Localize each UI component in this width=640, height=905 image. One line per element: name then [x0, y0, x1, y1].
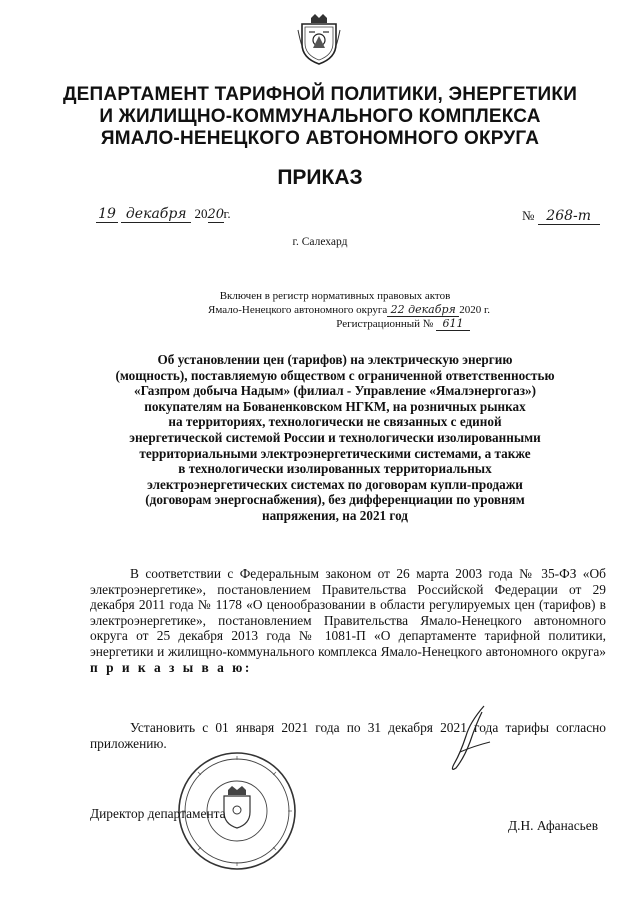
- handwritten-signature: [440, 702, 500, 782]
- title-line: (мощность), поставляемую обществом с ограниченной ответственностью: [115, 367, 555, 383]
- registry-line2-suffix: 2020 г.: [459, 304, 490, 316]
- date-unit: г.: [223, 206, 231, 221]
- city-label: г. Салехард: [292, 236, 348, 248]
- registry-line3: [160, 317, 490, 331]
- document-type-title: ПРИКАЗ: [277, 166, 363, 189]
- department-name-line3: ЯМАЛО-НЕНЕЦКОГО АВТОНОМНОГО ОКРУГА: [100, 128, 540, 149]
- department-name-line2: И ЖИЛИЩНО-КОММУНАЛЬНОГО КОМПЛЕКСА: [99, 106, 541, 127]
- registry-line3-prefix: Регистрационный №: [336, 318, 434, 330]
- number-prefix: №: [522, 208, 535, 223]
- establish-text: Установить с 01 января 2021 года по 31 декабря 2021 года тарифы согласно приложению.: [90, 720, 606, 751]
- order-number: [522, 208, 600, 225]
- registry-number: 611: [436, 317, 470, 331]
- title-line: на территориях, технологически не связанных с единой: [168, 414, 502, 430]
- registry-stamp: [160, 290, 490, 331]
- date-year-suffix: 20: [207, 207, 225, 222]
- title-line: (договорам энергоснабжения), без дифференциации по уровням: [145, 492, 525, 508]
- order-word: п р и к а з ы в а ю:: [90, 659, 252, 675]
- department-name-line1: ДЕПАРТАМЕНТ ТАРИФНОЙ ПОЛИТИКИ, ЭНЕРГЕТИКИ: [62, 84, 578, 105]
- title-line: территориальными электроэнергетическими системами, а также: [139, 445, 531, 461]
- signatory-name: Д.Н. Афанасьев: [508, 818, 599, 833]
- title-line: в технологически изолированных территориальных: [178, 461, 492, 477]
- legal-basis-text: В соответствии с Федеральным законом от 26 марта 2003 года № 35-ФЗ «Об электроэнергетике», постановлением Правительства Российской Федерации от 29 декабря 2011 года № 1178 «О ценообразовании в области регулируемых цен (тарифов) в электроэнергетике», постановлением Правительства Ямало-Ненецкого автономного округа от 25 декабря 2013 года № 1081-П «О департаменте тарифной политики, энергетики и жилищно-коммунального комплекса Ямало-Ненецкого автономного округа»: [90, 566, 606, 659]
- title-line: энергетической системой России и технологически изолированными: [129, 429, 541, 445]
- signatory-position: Директор департамента: [90, 806, 226, 821]
- registry-line2: [160, 303, 490, 317]
- date-year-prefix: 20: [194, 206, 208, 221]
- body-paragraph-1: [90, 566, 606, 675]
- registry-date: 22 декабря: [387, 303, 459, 317]
- date-month: декабря: [121, 206, 191, 223]
- registry-line1: Включен в регистр нормативных правовых актов: [219, 290, 451, 302]
- order-title: [90, 352, 580, 524]
- title-line: электроэнергетических системах по договорам купли-продажи: [147, 476, 523, 492]
- title-line: покупателям на Бованенковском НГКМ, на розничных рынках: [144, 398, 526, 414]
- title-line: «Газпром добыча Надым» (филиал - Управление «Ямалэнергогаз»): [133, 383, 537, 399]
- body-paragraph-2: [90, 720, 606, 751]
- date-day: 19: [96, 206, 118, 223]
- number-value: 268-т: [538, 208, 600, 225]
- title-line: напряжения, на 2021 год: [262, 507, 408, 523]
- coat-of-arms-emblem: [296, 10, 342, 66]
- registry-line2-prefix: Ямало-Ненецкого автономного округа: [208, 304, 388, 316]
- order-date: [96, 206, 231, 223]
- title-line: Об установлении цен (тарифов) на электрическую энергию: [157, 352, 513, 367]
